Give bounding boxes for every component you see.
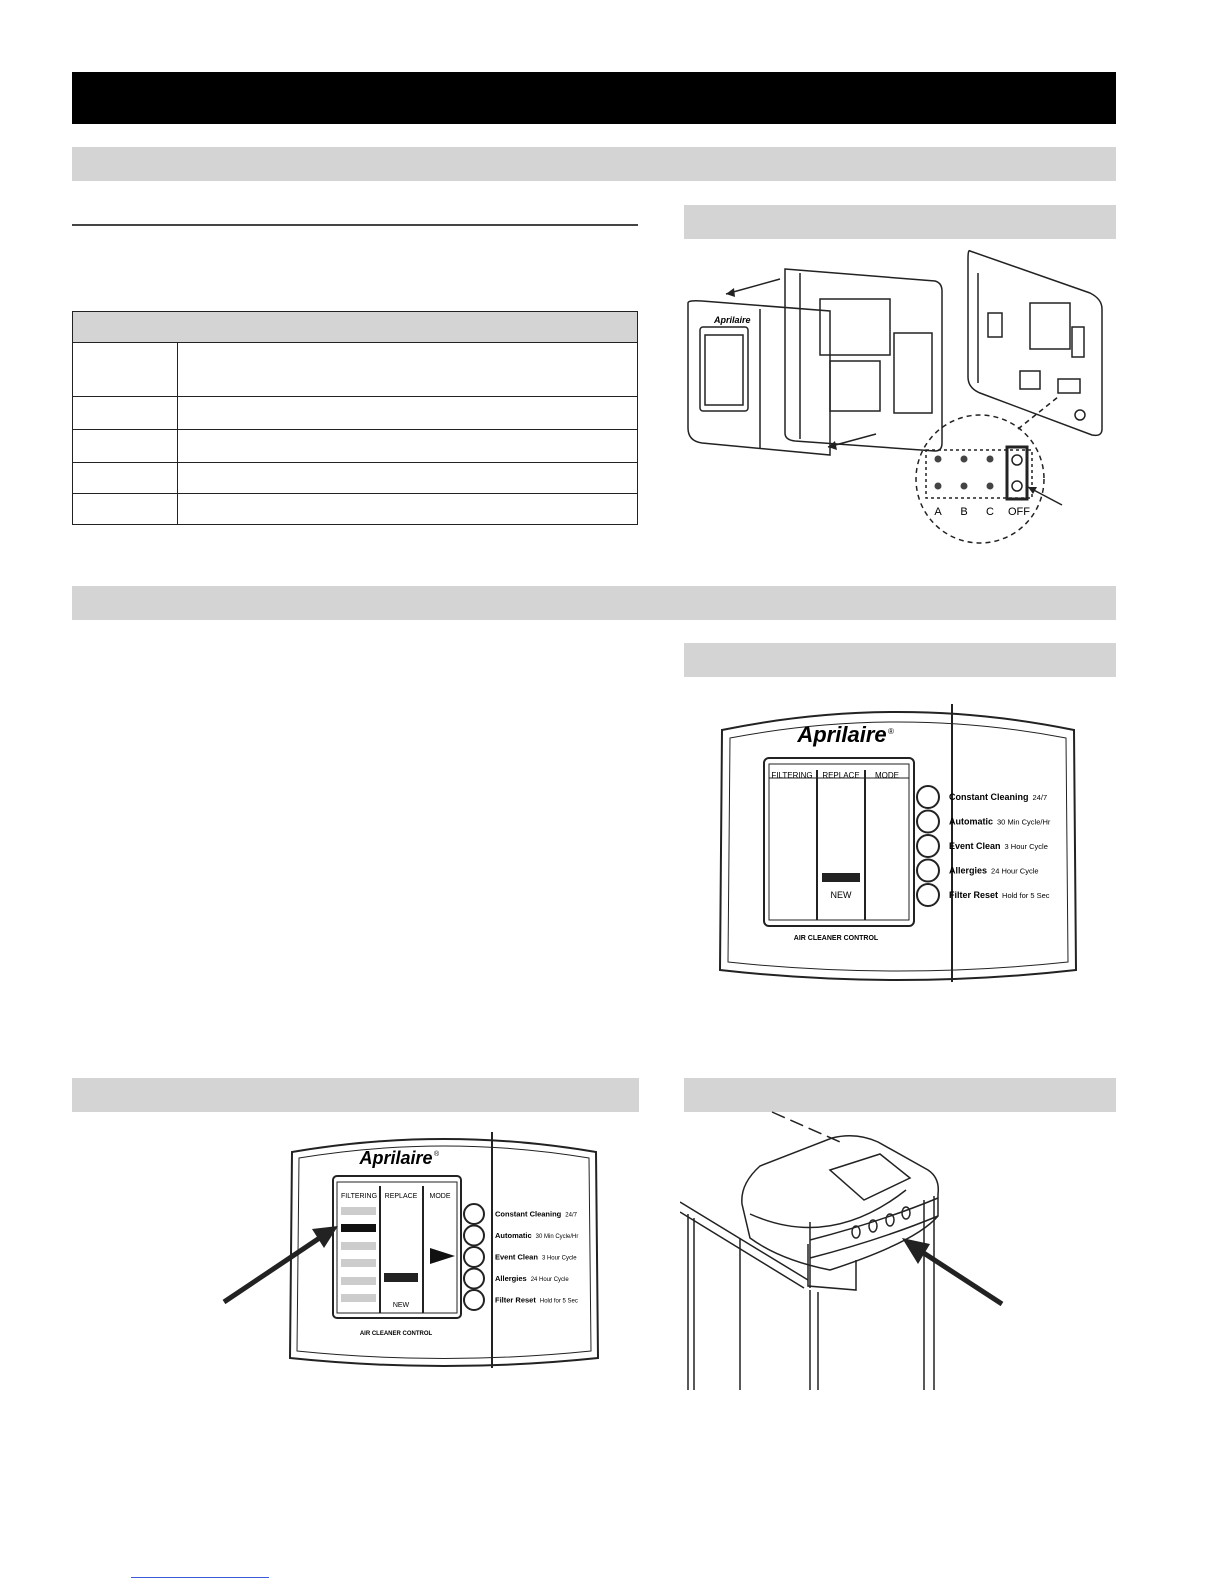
mode-label: [949, 866, 1039, 876]
mode-button[interactable]: [464, 1290, 484, 1310]
divider-rule: [72, 224, 638, 226]
mode-label: [495, 1253, 577, 1262]
jumper-label-a: A: [934, 506, 942, 518]
jumper-label-off: OFF: [1008, 506, 1030, 518]
mode-name: Automatic: [949, 816, 994, 827]
mode-label: [495, 1210, 578, 1219]
mode-detail: Hold for 5 Sec: [1002, 891, 1050, 901]
mode-button[interactable]: [917, 786, 939, 808]
mode-button[interactable]: [464, 1269, 484, 1289]
registered-mark: ®: [434, 1151, 440, 1158]
figure-header-bar: [684, 205, 1116, 239]
mode-detail: 24 Hour Cycle: [991, 866, 1039, 876]
installation-illustration: [680, 243, 1120, 553]
mode-button[interactable]: [917, 835, 939, 857]
replace-indicator-bar: [384, 1273, 418, 1282]
column-label-filtering: FILTERING: [771, 771, 813, 780]
mode-detail: 24 Hour Cycle: [530, 1277, 569, 1284]
column-label-replace: REPLACE: [384, 1193, 418, 1200]
mode-detail: 24/7: [565, 1212, 577, 1219]
brand-logo: Aprilaire: [714, 315, 751, 325]
mode-button[interactable]: [917, 884, 939, 906]
table-cell: [73, 343, 178, 397]
table-row: [73, 430, 638, 463]
replace-indicator-bar: [822, 873, 860, 882]
mode-label: [949, 890, 1050, 900]
figure-header-bar: [684, 643, 1116, 677]
brand-name: Aprilaire: [797, 722, 887, 747]
jumper-label-b: B: [960, 506, 968, 518]
replace-indicator-label: NEW: [392, 1302, 410, 1309]
table-row: [73, 343, 638, 397]
mode-detail: Hold for 5 Sec: [539, 1298, 578, 1305]
section-heading-bar: [72, 147, 1116, 181]
mode-name: Allergies: [495, 1274, 527, 1284]
section-heading-bar: [72, 586, 1116, 620]
unit-illustration: [680, 1110, 1010, 1390]
page-title-bar: [72, 72, 1116, 124]
table-cell: [178, 343, 638, 397]
table-cell: [73, 430, 178, 463]
mode-name: Filter Reset: [495, 1295, 536, 1305]
figure-header-bar: [72, 1078, 639, 1112]
mode-name: Automatic: [495, 1231, 532, 1241]
registered-mark: ®: [888, 727, 894, 736]
table-cell: [73, 494, 178, 525]
table-row: [73, 494, 638, 525]
table-cell: [178, 463, 638, 494]
table-cell: [178, 430, 638, 463]
footer-link-rule: [131, 1577, 269, 1578]
mode-name: Event Clean: [949, 841, 1001, 852]
mode-name: Event Clean: [495, 1252, 538, 1262]
mode-detail: 30 Min Cycle/Hr: [997, 817, 1051, 827]
table-header: [73, 312, 638, 343]
mode-name: Allergies: [949, 865, 988, 876]
table-cell: [178, 397, 638, 430]
mode-label: [949, 792, 1047, 802]
table-row: [73, 463, 638, 494]
mode-name: Constant Cleaning: [495, 1209, 562, 1219]
table-cell: [73, 397, 178, 430]
filter-indicator-figure: [220, 1132, 615, 1382]
jumper-labels: [934, 506, 1030, 518]
figure-header-bar: [684, 1078, 1116, 1112]
column-label-mode: MODE: [875, 771, 899, 780]
filtering-segments: [341, 1207, 376, 1302]
brand-name: Aprilaire: [359, 1148, 433, 1168]
mode-button[interactable]: [464, 1247, 484, 1267]
mode-name: Filter Reset: [949, 890, 999, 901]
mode-label: [495, 1274, 569, 1283]
control-panel-figure: [712, 700, 1084, 1000]
arrow-pointer: [902, 1238, 1002, 1304]
column-label-filtering: FILTERING: [340, 1193, 378, 1200]
mode-button[interactable]: [464, 1226, 484, 1246]
mode-button[interactable]: [464, 1204, 484, 1224]
mode-detail: 30 Min Cycle/Hr: [535, 1234, 579, 1241]
mode-name: Constant Cleaning: [949, 792, 1029, 803]
mode-pointer-arrow: [430, 1248, 455, 1264]
mode-button[interactable]: [917, 860, 939, 882]
mode-button[interactable]: [917, 811, 939, 833]
panel-label: AIR CLEANER CONTROL: [793, 935, 879, 942]
jumper-label-c: C: [986, 506, 994, 518]
table-row: [73, 397, 638, 430]
mode-label: [949, 817, 1051, 827]
settings-table: [72, 311, 638, 525]
mode-detail: 24/7: [1032, 793, 1048, 803]
arrow-pointer: [224, 1226, 338, 1302]
table-cell: [178, 494, 638, 525]
mode-detail: 3 Hour Cycle: [541, 1255, 577, 1262]
mode-label: [495, 1231, 578, 1240]
replace-indicator-label: NEW: [830, 890, 852, 900]
column-label-replace: REPLACE: [822, 771, 860, 780]
table-cell: [73, 463, 178, 494]
brand-logo: [358, 1148, 440, 1168]
mode-label: [495, 1296, 578, 1305]
mode-detail: 3 Hour Cycle: [1004, 842, 1048, 852]
brand-logo: [796, 722, 894, 747]
column-label-mode: MODE: [429, 1193, 451, 1200]
mode-label: [949, 841, 1048, 851]
panel-label: AIR CLEANER CONTROL: [359, 1331, 433, 1337]
